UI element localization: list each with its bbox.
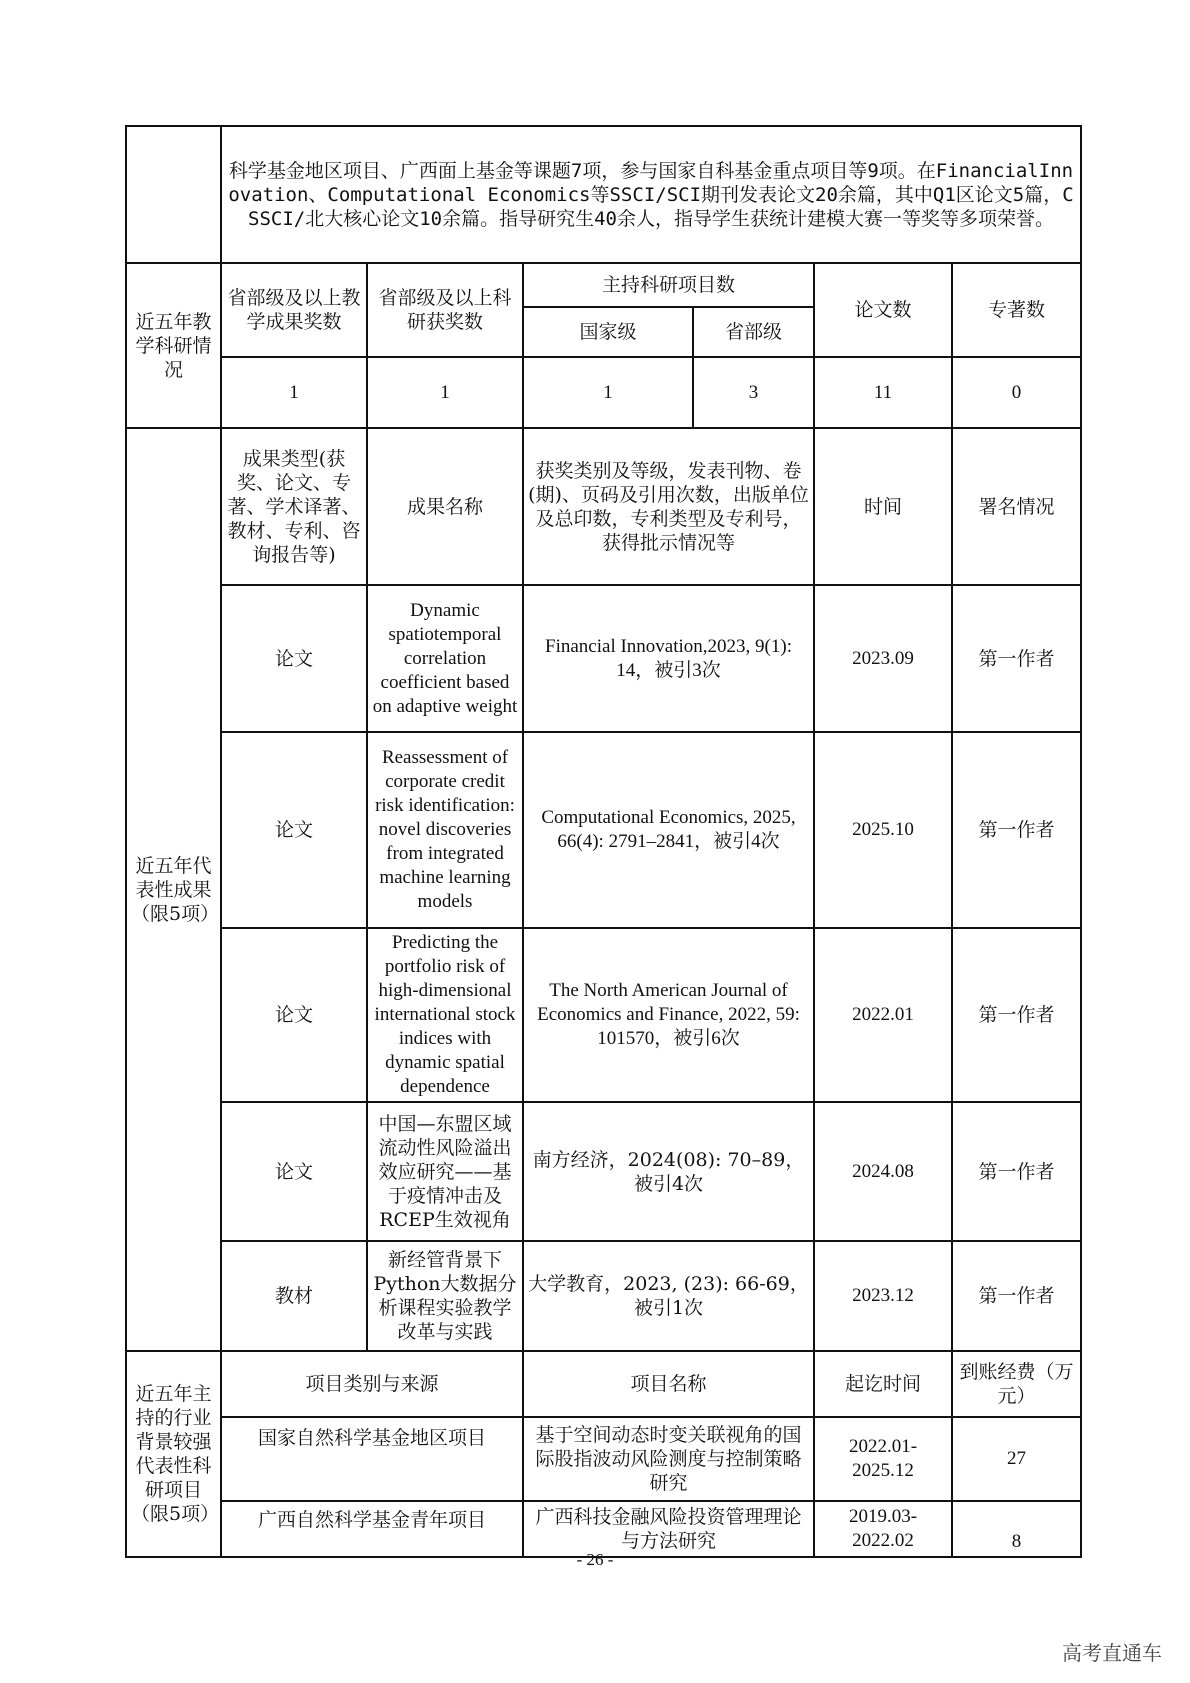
achievement-time: 2023.09 (814, 585, 952, 732)
achievement-time-header: 时间 (814, 428, 952, 585)
achievement-detail: The North American Journal of Economics and Finance, 2022, 59: 101570，被引6次 (523, 928, 814, 1102)
intro-text (221, 126, 1081, 263)
table-row (126, 585, 1081, 732)
achievement-author-header: 署名情况 (952, 428, 1081, 585)
table-row (126, 1417, 1081, 1501)
table-row (126, 1241, 1081, 1351)
achievement-author: 第一作者 (952, 1102, 1081, 1241)
project-name: 基于空间动态时变关联视角的国际股指波动风险测度与控制策略研究 (523, 1417, 814, 1501)
monographs-header: 专著数 (952, 263, 1081, 357)
achievement-author: 第一作者 (952, 732, 1081, 928)
achievement-detail: 南方经济，2024(08): 70–89，被引4次 (523, 1102, 814, 1241)
table-row (126, 1501, 1081, 1557)
intro-side-cell (126, 126, 221, 263)
projects-side-label: 近五年主持的行业背景较强代表性科研项目（限5项） (126, 1351, 221, 1557)
achievement-name: 中国—东盟区域流动性风险溢出效应研究——基于疫情冲击及RCEP生效视角 (367, 1102, 523, 1241)
project-category: 广西自然科学基金青年项目 (221, 1501, 523, 1557)
provincial-value: 3 (693, 357, 814, 428)
papers-value: 11 (814, 357, 952, 428)
achievement-name: 新经管背景下Python大数据分析课程实验教学改革与实践 (367, 1241, 523, 1351)
watermark: 高考直通车 (1062, 1641, 1162, 1665)
table-row (126, 732, 1081, 928)
provincial-header: 省部级 (693, 307, 814, 357)
project-name: 广西科技金融风险投资管理理论与方法研究 (523, 1501, 814, 1557)
achievement-type-header: 成果类型(获奖、论文、专著、学术译著、教材、专利、咨询报告等) (221, 428, 367, 585)
national-header: 国家级 (523, 307, 693, 357)
intro-row (126, 126, 1081, 263)
achievement-author: 第一作者 (952, 1241, 1081, 1351)
projects-header-row (126, 1351, 1081, 1417)
achievement-type: 论文 (221, 585, 367, 732)
achievement-author: 第一作者 (952, 585, 1081, 732)
achievement-time: 2025.10 (814, 732, 952, 928)
achievements-header-row (126, 428, 1081, 585)
table-row (126, 1102, 1081, 1241)
achievement-time: 2022.01 (814, 928, 952, 1102)
achievement-detail: Financial Innovation,2023, 9(1): 14，被引3次 (523, 585, 814, 732)
project-funding-header: 到账经费（万元） (952, 1351, 1081, 1417)
page-number: - 26 - (576, 1550, 614, 1569)
achievement-type: 论文 (221, 928, 367, 1102)
papers-header: 论文数 (814, 263, 952, 357)
project-category: 国家自然科学基金地区项目 (221, 1417, 523, 1501)
achievement-author: 第一作者 (952, 928, 1081, 1102)
achievement-name-header: 成果名称 (367, 428, 523, 585)
stats-side-label: 近五年教学科研情况 (126, 263, 221, 428)
intro-line-1: 科学基金地区项目、广西面上基金等课题7项，参与国家自科基金重点项目等9项。在Financial (228, 159, 1039, 182)
monographs-value: 0 (952, 357, 1081, 428)
achievement-type: 论文 (221, 1102, 367, 1241)
projects-header: 主持科研项目数 (523, 263, 814, 307)
achievement-name: Dynamic spatiotemporal correlation coefficient based on adaptive weight (367, 585, 523, 732)
intro-line-2: Innovation、Computational Economics等SSCI/SCI期刊发表论文20余篇，其中Q1区论文5篇， (228, 159, 1074, 206)
table-row (126, 928, 1081, 1102)
project-name-header: 项目名称 (523, 1351, 814, 1417)
achievements-side-label: 近五年代表性成果（限5项） (126, 428, 221, 1351)
intro-line-4: 。 (1034, 207, 1054, 230)
teaching-award-value: 1 (221, 357, 367, 428)
project-period: 2022.01-2025.12 (814, 1417, 952, 1501)
achievement-type: 论文 (221, 732, 367, 928)
achievement-detail: 大学教育，2023, (23): 66-69，被引1次 (523, 1241, 814, 1351)
national-value: 1 (523, 357, 693, 428)
project-funding: 8 (952, 1501, 1081, 1557)
stats-values-row (126, 357, 1081, 428)
project-period: 2019.03-2022.02 (814, 1501, 952, 1557)
achievement-name: Reassessment of corporate credit risk identification: novel discoveries from integrated machine learning models (367, 732, 523, 928)
stats-header-row (126, 263, 1081, 307)
project-funding: 27 (952, 1417, 1081, 1501)
achievement-detail: Computational Economics, 2025, 66(4): 2791–2841，被引4次 (523, 732, 814, 928)
achievement-detail-header: 获奖类别及等级，发表刊物、卷(期)、页码及引用次数，出版单位及总印数，专利类型及专利号，获得批示情况等 (523, 428, 814, 585)
achievement-time: 2023.12 (814, 1241, 952, 1351)
research-award-value: 1 (367, 357, 523, 428)
intro-line-3: CSSCI/北大核心论文10余篇。指导研究生40余人，指导学生获统计建模大赛一等奖等多项荣誉 (248, 183, 1074, 230)
achievement-name: Predicting the portfolio risk of high-dimensional international stock indices with dynamic spatial dependence (367, 928, 523, 1102)
research-award-header: 省部级及以上科研获奖数 (367, 263, 523, 357)
application-form-page (125, 125, 1080, 1558)
form-table (125, 125, 1082, 1558)
project-category-header: 项目类别与来源 (221, 1351, 523, 1417)
project-period-header: 起讫时间 (814, 1351, 952, 1417)
achievement-time: 2024.08 (814, 1102, 952, 1241)
achievement-type: 教材 (221, 1241, 367, 1351)
teaching-award-header: 省部级及以上教学成果奖数 (221, 263, 367, 357)
